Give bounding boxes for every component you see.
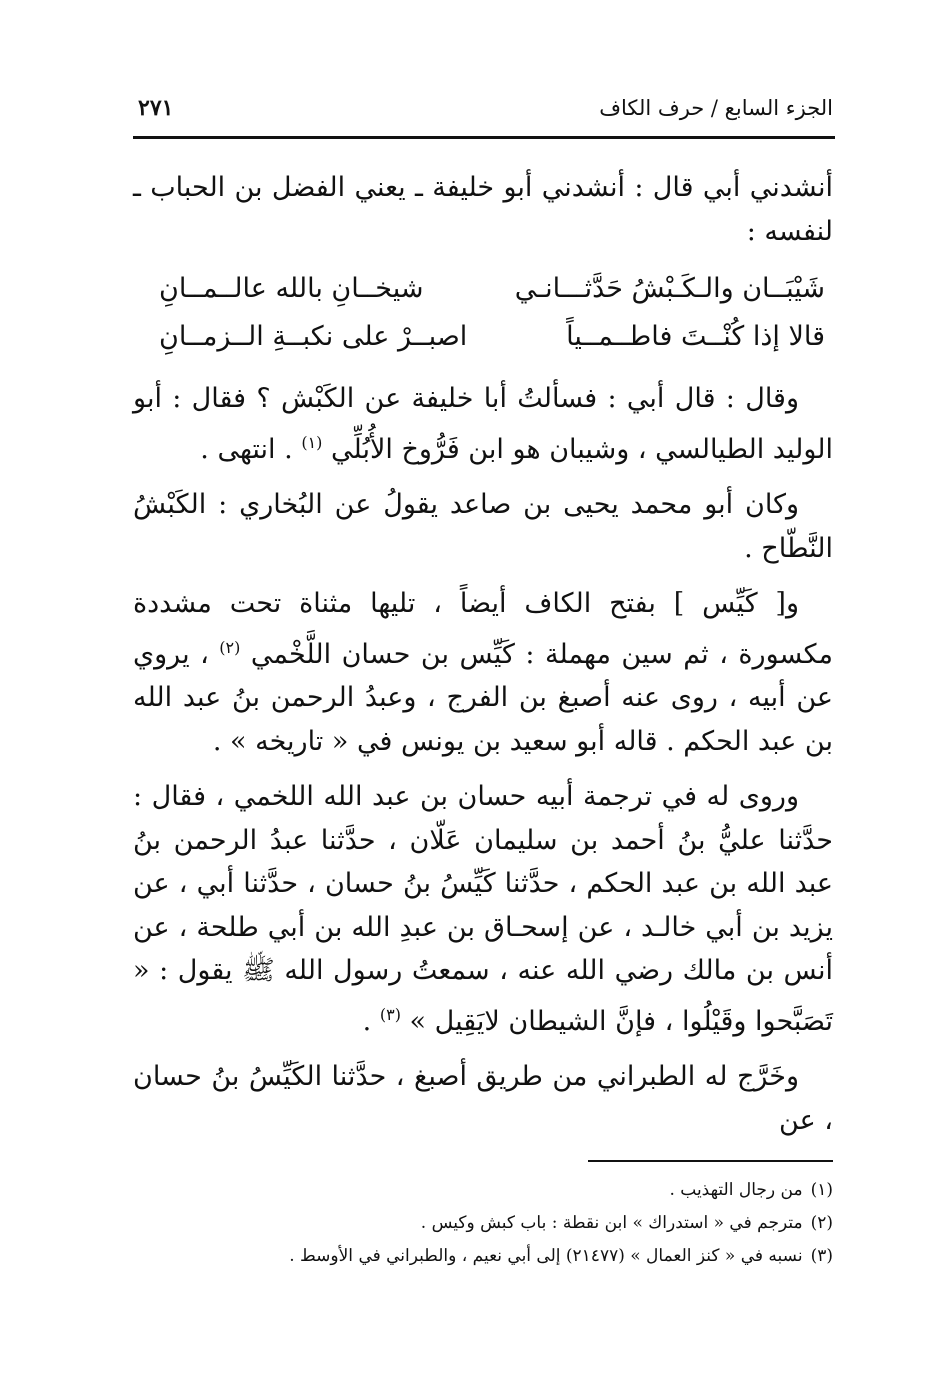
paragraph-5-text: وروى له في ترجمة أبيه حسان بن عبد الله اللخمي ، فقال : حدَّثنا عليُّ بنُ أحمد بن سليمان عَلّان ، حدَّثنا عبدُ الرحمن بنُ عبد الله بن عبد الحكم ، حدَّثنا كَيِّسُ بنُ حسان ، حدَّثنا أبي ، عن يزيد بن أبي خالـد ، عن إسحـاق بن عبدِ الله بن أبي طلحة ، عن أنس بن مالك رضي الله عنه ، سمعتُ رسول الله ﷺ يقول : « تَصَبَّحوا وقَيْلُوا ، فإنَّ الشيطان لايَقِيل » (133, 781, 833, 1037)
footnote-ref-1: (١) (301, 432, 323, 452)
verse-2-first-hemistich: قالا إذا كُنْــتَ فاطــمــياً (566, 321, 825, 353)
footnote-1 (133, 1174, 833, 1207)
footnote-number: (٢) (810, 1213, 833, 1233)
footnote-2 (133, 1207, 833, 1240)
main-text (133, 166, 833, 1154)
running-head: الجزء السابع / حرف الكاف (599, 96, 833, 120)
footnote-ref-2: (٢) (219, 637, 241, 657)
page-header (138, 88, 833, 128)
footnote-text: مترجم في « استدراك » ابن نقطة : باب كبش وكيس . (420, 1213, 803, 1233)
footnote-ref-3: (٣) (379, 1004, 401, 1024)
paragraph-3: وكان أبو محمد يحيى بن صاعد يقولُ عن البُخاري : الكَبْشُ النَّطّاح . (133, 489, 833, 564)
footnote-number: (١) (810, 1180, 833, 1200)
paragraph-1: أنشدني أبي قال : أنشدني أبو خليفة ـ يعني الفضل بن الحباب ـ لنفسه : (133, 172, 833, 247)
paragraph-2-end: . انتهى . (200, 433, 293, 465)
paragraph-5-end: . (362, 1005, 372, 1037)
header-rule (133, 136, 835, 139)
paragraph-2-text: وقال : قال أبي : فسألتُ أبا خليفة عن الكَبْش ؟ فقال : أبو الوليد الطيالسي ، وشيبان هو ابن فَرُّوخ الأُبُلِّي (133, 383, 833, 465)
footnotes (133, 1174, 833, 1273)
paragraph-6: وخَرَّج له الطبراني من طريق أصبغ ، حدَّثنا الكَيِّسُ بنُ حسان ، عن (133, 1061, 833, 1136)
paragraph-4 (133, 582, 833, 763)
page-number: ٢٧١ (138, 95, 174, 121)
footnote-text: نسبه في « كنز العمال » (٢١٤٧٧) إلى أبي نعيم ، والطبراني في الأوسط . (289, 1246, 803, 1266)
footnote-rule (588, 1160, 833, 1162)
footnote-text: من رجال التهذيب . (669, 1180, 803, 1200)
verse-block (133, 265, 833, 361)
paragraph-4-text-b: ، يروي عن أبيه ، روى عنه أصبغ بن الفرج ، وعبدُ الرحمن بنُ عبد الله بن عبد الحكم . قاله أبو سعيد بن يونس في « تاريخه » . (133, 638, 833, 757)
verse-line-1 (133, 265, 833, 313)
verse-1-second-hemistich: شيخــانِ بالله عالــمــانِ (159, 273, 424, 305)
paragraph-4-text-a: و[ كَيِّس ] بفتح الكاف أيضاً ، تليها مثناة تحت مشددة مكسورة ، ثم سين مهملة : كَيِّس بن حسان اللَّخْمي (133, 588, 833, 670)
verse-1-first-hemistich: شَيْبَــان والـكَـبْشُ حَدَّثـــانـي (514, 273, 825, 305)
footnote-3 (133, 1240, 833, 1273)
paragraph-5 (133, 775, 833, 1043)
footnote-number: (٣) (810, 1246, 833, 1266)
verse-line-2 (133, 313, 833, 361)
verse-2-second-hemistich: اصبــرْ على نكبــةِ الــزمــانِ (159, 321, 468, 353)
paragraph-2 (133, 377, 833, 471)
